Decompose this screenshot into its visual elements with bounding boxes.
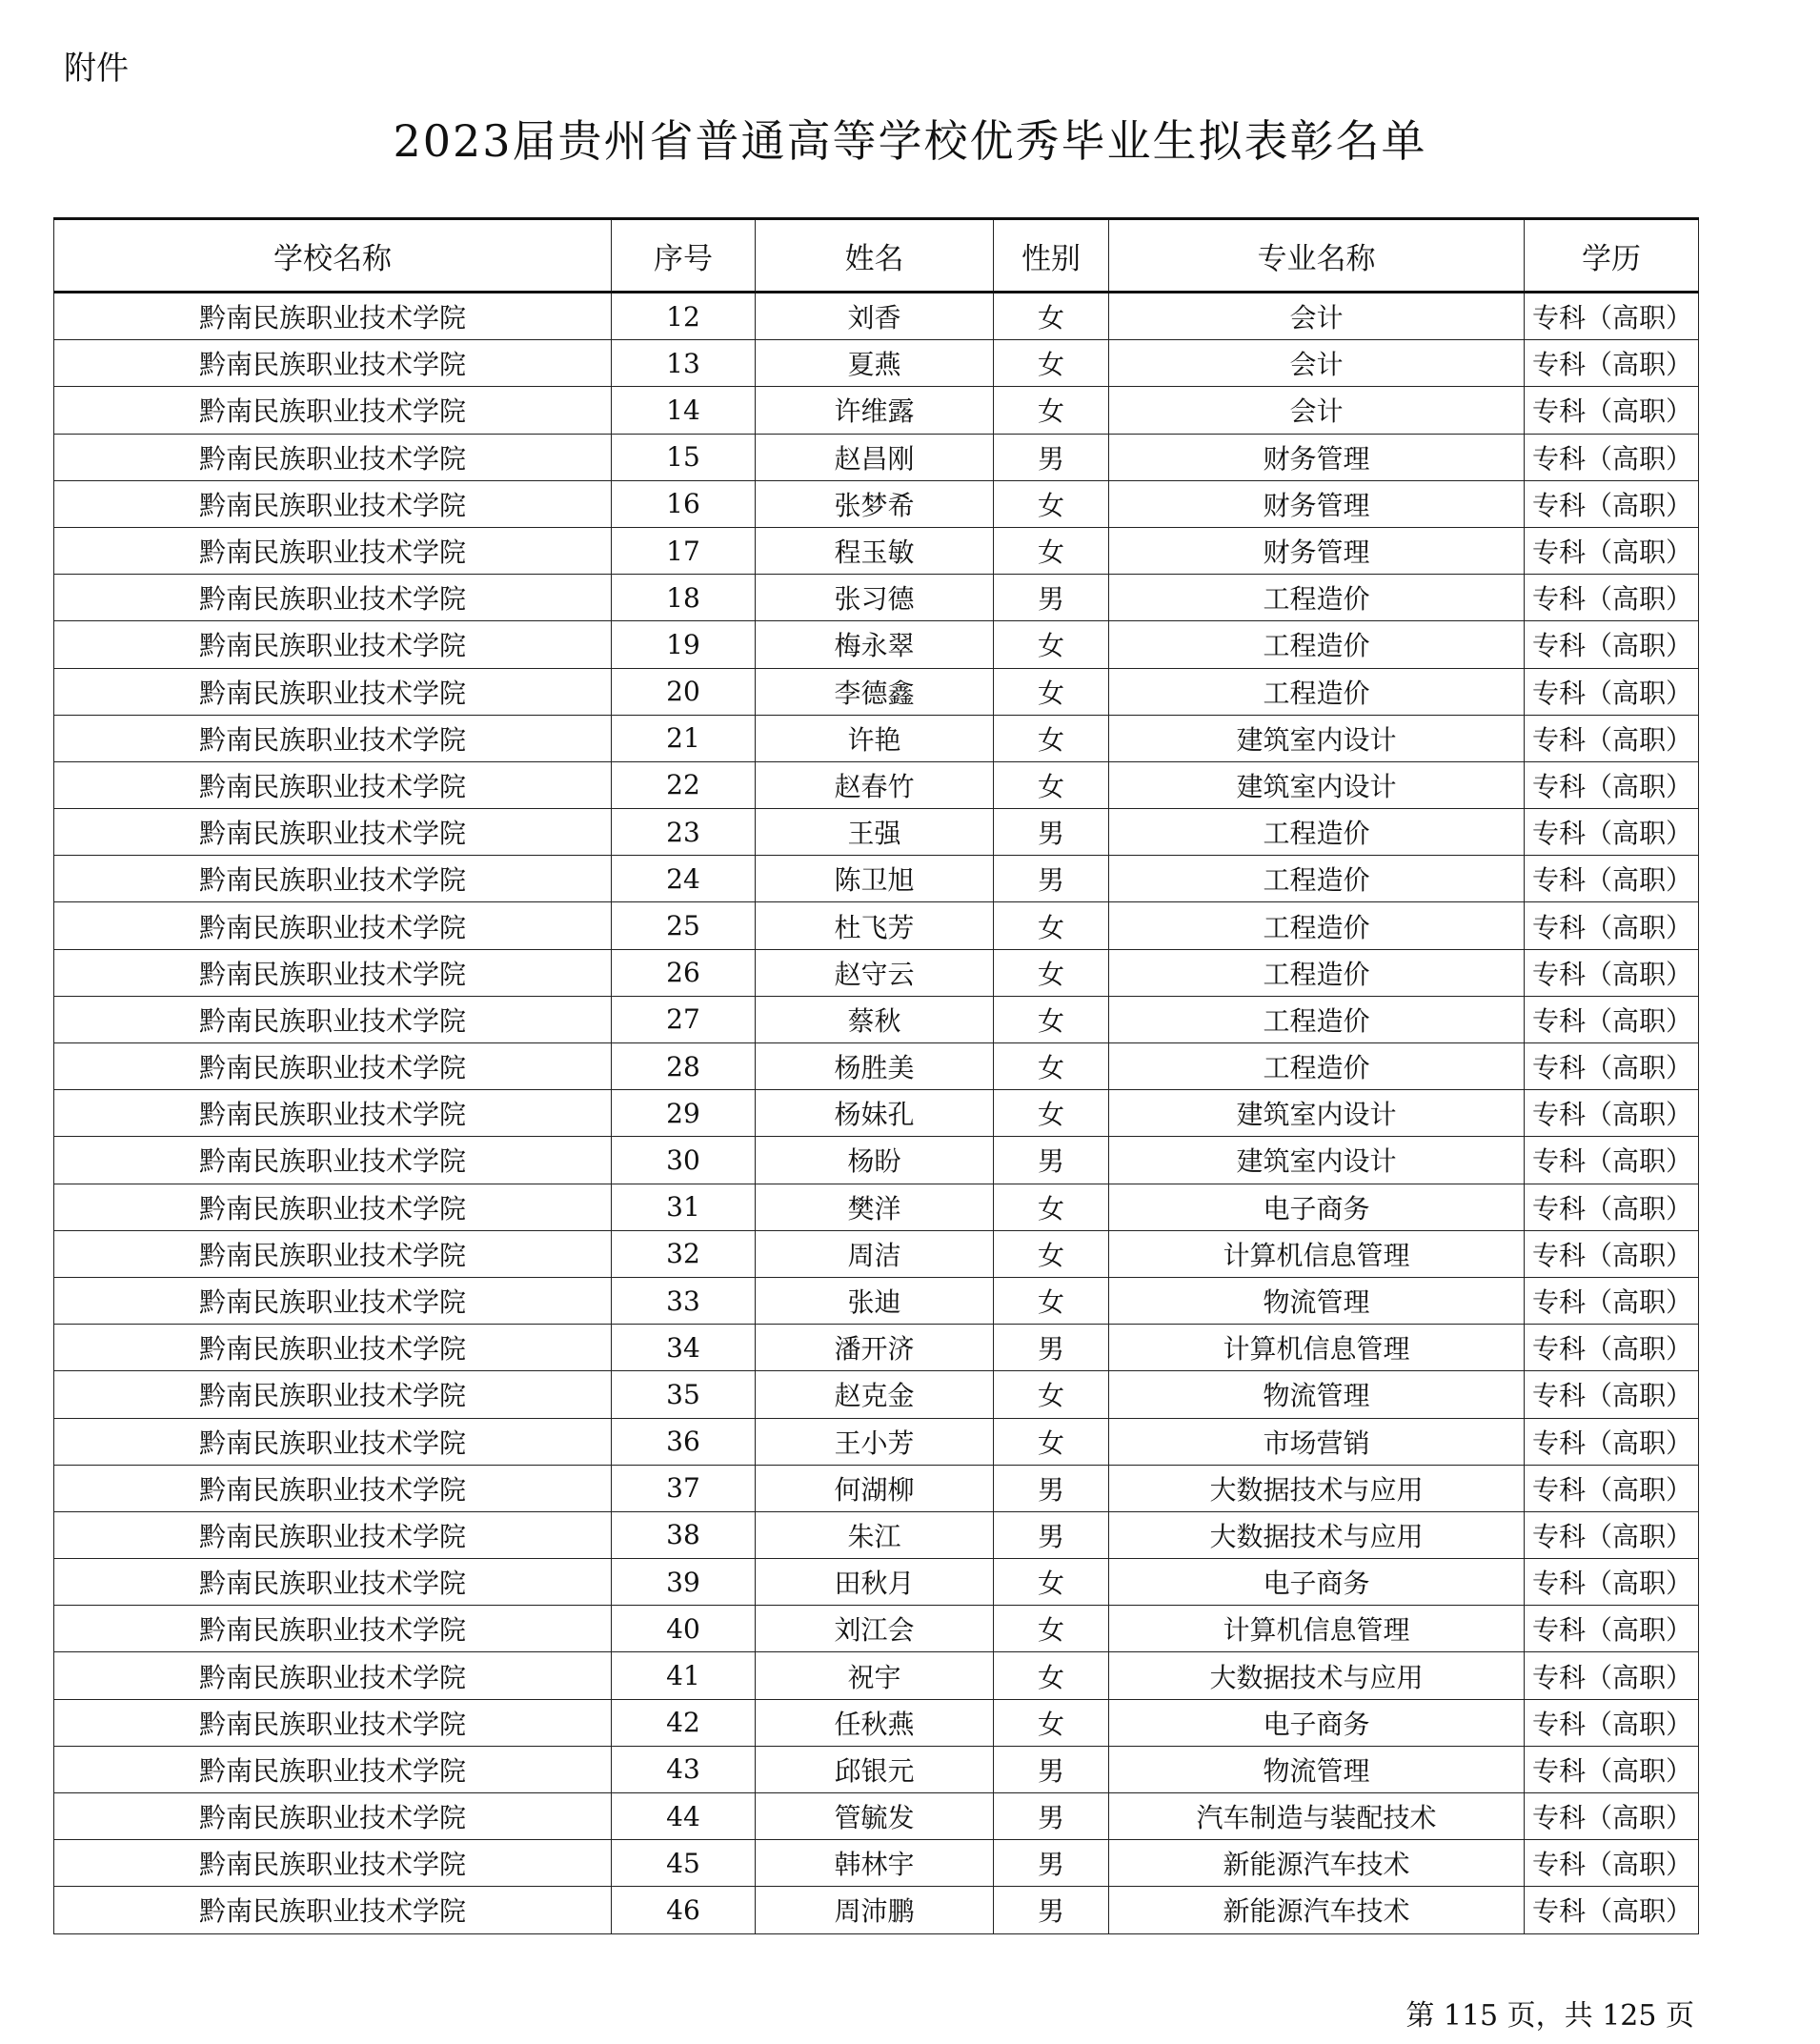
cell-major: 建筑室内设计 — [1109, 715, 1525, 761]
cell-degree: 专科（高职） — [1525, 902, 1699, 949]
table-row — [54, 1793, 1699, 1840]
table-row — [54, 387, 1699, 434]
cell-name: 李德鑫 — [756, 668, 994, 715]
cell-degree: 专科（高职） — [1525, 1840, 1699, 1887]
cell-school: 黔南民族职业技术学院 — [54, 1371, 612, 1418]
cell-name: 管毓发 — [756, 1793, 994, 1840]
cell-school: 黔南民族职业技术学院 — [54, 434, 612, 480]
cell-name: 祝宇 — [756, 1652, 994, 1699]
table-row — [54, 1559, 1699, 1606]
cell-gender: 男 — [994, 809, 1109, 856]
cell-seq: 35 — [612, 1371, 756, 1418]
cell-name: 杨盼 — [756, 1137, 994, 1184]
cell-degree: 专科（高职） — [1525, 1277, 1699, 1324]
cell-gender: 男 — [994, 1465, 1109, 1511]
cell-name: 许艳 — [756, 715, 994, 761]
cell-major: 工程造价 — [1109, 1043, 1525, 1090]
cell-school: 黔南民族职业技术学院 — [54, 1043, 612, 1090]
cell-seq: 34 — [612, 1325, 756, 1371]
cell-name: 杨胜美 — [756, 1043, 994, 1090]
cell-seq: 24 — [612, 856, 756, 902]
cell-school: 黔南民族职业技术学院 — [54, 856, 612, 902]
cell-degree: 专科（高职） — [1525, 1887, 1699, 1933]
cell-seq: 38 — [612, 1511, 756, 1558]
cell-school: 黔南民族职业技术学院 — [54, 1277, 612, 1324]
cell-degree: 专科（高职） — [1525, 1699, 1699, 1746]
cell-name: 何湖柳 — [756, 1465, 994, 1511]
cell-seq: 37 — [612, 1465, 756, 1511]
table-row — [54, 1418, 1699, 1465]
cell-gender: 男 — [994, 1137, 1109, 1184]
cell-major: 会计 — [1109, 293, 1525, 340]
cell-major: 建筑室内设计 — [1109, 1137, 1525, 1184]
cell-seq: 41 — [612, 1652, 756, 1699]
cell-seq: 20 — [612, 668, 756, 715]
cell-seq: 31 — [612, 1184, 756, 1230]
cell-major: 计算机信息管理 — [1109, 1230, 1525, 1277]
cell-name: 韩林宇 — [756, 1840, 994, 1887]
cell-gender: 男 — [994, 1511, 1109, 1558]
cell-degree: 专科（高职） — [1525, 1325, 1699, 1371]
table-row — [54, 996, 1699, 1042]
cell-gender: 女 — [994, 1418, 1109, 1465]
table-body — [54, 293, 1699, 1934]
cell-degree: 专科（高职） — [1525, 434, 1699, 480]
cell-major: 工程造价 — [1109, 575, 1525, 621]
table-row — [54, 1325, 1699, 1371]
cell-school: 黔南民族职业技术学院 — [54, 996, 612, 1042]
cell-degree: 专科（高职） — [1525, 1511, 1699, 1558]
column-header-major: 专业名称 — [1109, 219, 1525, 293]
cell-seq: 15 — [612, 434, 756, 480]
table-row — [54, 902, 1699, 949]
cell-gender: 女 — [994, 761, 1109, 808]
table-row — [54, 1043, 1699, 1090]
cell-seq: 29 — [612, 1090, 756, 1137]
cell-school: 黔南民族职业技术学院 — [54, 1746, 612, 1792]
table-row — [54, 527, 1699, 574]
cell-seq: 32 — [612, 1230, 756, 1277]
honoree-table — [53, 217, 1699, 1934]
cell-name: 夏燕 — [756, 340, 994, 387]
cell-major: 财务管理 — [1109, 527, 1525, 574]
cell-name: 杜飞芳 — [756, 902, 994, 949]
cell-seq: 40 — [612, 1606, 756, 1652]
cell-seq: 45 — [612, 1840, 756, 1887]
table-row — [54, 949, 1699, 996]
cell-degree: 专科（高职） — [1525, 761, 1699, 808]
cell-school: 黔南民族职业技术学院 — [54, 668, 612, 715]
cell-school: 黔南民族职业技术学院 — [54, 527, 612, 574]
page-number: 第 115 页，共 125 页 — [1405, 1999, 1694, 2033]
cell-name: 樊洋 — [756, 1184, 994, 1230]
cell-gender: 男 — [994, 1793, 1109, 1840]
cell-major: 物流管理 — [1109, 1277, 1525, 1324]
table-row — [54, 1090, 1699, 1137]
cell-school: 黔南民族职业技术学院 — [54, 715, 612, 761]
cell-major: 工程造价 — [1109, 668, 1525, 715]
cell-school: 黔南民族职业技术学院 — [54, 1887, 612, 1933]
cell-degree: 专科（高职） — [1525, 527, 1699, 574]
cell-degree: 专科（高职） — [1525, 1559, 1699, 1606]
cell-name: 杨妹孔 — [756, 1090, 994, 1137]
cell-school: 黔南民族职业技术学院 — [54, 1090, 612, 1137]
cell-gender: 男 — [994, 434, 1109, 480]
cell-school: 黔南民族职业技术学院 — [54, 1184, 612, 1230]
cell-school: 黔南民族职业技术学院 — [54, 1418, 612, 1465]
cell-major: 电子商务 — [1109, 1184, 1525, 1230]
cell-name: 蔡秋 — [756, 996, 994, 1042]
cell-name: 赵克金 — [756, 1371, 994, 1418]
cell-degree: 专科（高职） — [1525, 621, 1699, 668]
cell-school: 黔南民族职业技术学院 — [54, 1652, 612, 1699]
cell-name: 邱银元 — [756, 1746, 994, 1792]
column-header-seq: 序号 — [612, 219, 756, 293]
table-row — [54, 340, 1699, 387]
cell-degree: 专科（高职） — [1525, 1043, 1699, 1090]
cell-seq: 27 — [612, 996, 756, 1042]
table-header-row — [54, 219, 1699, 293]
cell-major: 大数据技术与应用 — [1109, 1511, 1525, 1558]
cell-name: 王强 — [756, 809, 994, 856]
cell-name: 张梦希 — [756, 480, 994, 527]
cell-degree: 专科（高职） — [1525, 387, 1699, 434]
table-row — [54, 761, 1699, 808]
cell-major: 电子商务 — [1109, 1699, 1525, 1746]
cell-school: 黔南民族职业技术学院 — [54, 1465, 612, 1511]
cell-seq: 30 — [612, 1137, 756, 1184]
cell-seq: 43 — [612, 1746, 756, 1792]
cell-school: 黔南民族职业技术学院 — [54, 340, 612, 387]
cell-gender: 女 — [994, 715, 1109, 761]
cell-gender: 女 — [994, 480, 1109, 527]
cell-school: 黔南民族职业技术学院 — [54, 1559, 612, 1606]
cell-school: 黔南民族职业技术学院 — [54, 761, 612, 808]
cell-school: 黔南民族职业技术学院 — [54, 1230, 612, 1277]
column-header-school: 学校名称 — [54, 219, 612, 293]
cell-major: 建筑室内设计 — [1109, 761, 1525, 808]
table-row — [54, 293, 1699, 340]
cell-gender: 女 — [994, 293, 1109, 340]
table-row — [54, 809, 1699, 856]
cell-gender: 女 — [994, 949, 1109, 996]
cell-gender: 男 — [994, 575, 1109, 621]
cell-school: 黔南民族职业技术学院 — [54, 575, 612, 621]
cell-degree: 专科（高职） — [1525, 293, 1699, 340]
cell-name: 程玉敏 — [756, 527, 994, 574]
cell-degree: 专科（高职） — [1525, 1230, 1699, 1277]
cell-major: 大数据技术与应用 — [1109, 1465, 1525, 1511]
cell-degree: 专科（高职） — [1525, 856, 1699, 902]
table-row — [54, 1746, 1699, 1792]
cell-major: 新能源汽车技术 — [1109, 1840, 1525, 1887]
cell-seq: 36 — [612, 1418, 756, 1465]
table-row — [54, 1230, 1699, 1277]
table-row — [54, 1606, 1699, 1652]
cell-major: 计算机信息管理 — [1109, 1606, 1525, 1652]
cell-school: 黔南民族职业技术学院 — [54, 1840, 612, 1887]
cell-seq: 42 — [612, 1699, 756, 1746]
cell-name: 周沛鹏 — [756, 1887, 994, 1933]
cell-major: 会计 — [1109, 387, 1525, 434]
cell-gender: 女 — [994, 1230, 1109, 1277]
cell-degree: 专科（高职） — [1525, 1371, 1699, 1418]
cell-degree: 专科（高职） — [1525, 1418, 1699, 1465]
cell-major: 建筑室内设计 — [1109, 1090, 1525, 1137]
cell-degree: 专科（高职） — [1525, 575, 1699, 621]
cell-seq: 18 — [612, 575, 756, 621]
cell-gender: 女 — [994, 1606, 1109, 1652]
cell-gender: 女 — [994, 387, 1109, 434]
column-header-name: 姓名 — [756, 219, 994, 293]
cell-degree: 专科（高职） — [1525, 1793, 1699, 1840]
table-row — [54, 1699, 1699, 1746]
cell-seq: 17 — [612, 527, 756, 574]
cell-degree: 专科（高职） — [1525, 1184, 1699, 1230]
cell-name: 刘香 — [756, 293, 994, 340]
cell-name: 赵守云 — [756, 949, 994, 996]
cell-seq: 13 — [612, 340, 756, 387]
cell-school: 黔南民族职业技术学院 — [54, 621, 612, 668]
cell-major: 电子商务 — [1109, 1559, 1525, 1606]
cell-school: 黔南民族职业技术学院 — [54, 949, 612, 996]
table-row — [54, 1184, 1699, 1230]
cell-major: 工程造价 — [1109, 809, 1525, 856]
table-row — [54, 1652, 1699, 1699]
cell-major: 汽车制造与装配技术 — [1109, 1793, 1525, 1840]
cell-degree: 专科（高职） — [1525, 1606, 1699, 1652]
cell-gender: 男 — [994, 1325, 1109, 1371]
cell-degree: 专科（高职） — [1525, 1652, 1699, 1699]
cell-major: 新能源汽车技术 — [1109, 1887, 1525, 1933]
cell-degree: 专科（高职） — [1525, 949, 1699, 996]
cell-major: 财务管理 — [1109, 434, 1525, 480]
cell-gender: 女 — [994, 1184, 1109, 1230]
cell-gender: 女 — [994, 1652, 1109, 1699]
cell-name: 陈卫旭 — [756, 856, 994, 902]
column-header-gender: 性别 — [994, 219, 1109, 293]
table-row — [54, 668, 1699, 715]
cell-gender: 女 — [994, 1043, 1109, 1090]
cell-seq: 22 — [612, 761, 756, 808]
table-row — [54, 1277, 1699, 1324]
table-row — [54, 1511, 1699, 1558]
cell-degree: 专科（高职） — [1525, 809, 1699, 856]
cell-major: 工程造价 — [1109, 949, 1525, 996]
cell-school: 黔南民族职业技术学院 — [54, 902, 612, 949]
cell-degree: 专科（高职） — [1525, 480, 1699, 527]
table-row — [54, 575, 1699, 621]
cell-name: 刘江会 — [756, 1606, 994, 1652]
cell-gender: 女 — [994, 1371, 1109, 1418]
cell-gender: 女 — [994, 1559, 1109, 1606]
table-row — [54, 480, 1699, 527]
cell-major: 财务管理 — [1109, 480, 1525, 527]
cell-degree: 专科（高职） — [1525, 668, 1699, 715]
cell-gender: 女 — [994, 668, 1109, 715]
cell-gender: 女 — [994, 1699, 1109, 1746]
cell-seq: 33 — [612, 1277, 756, 1324]
cell-name: 赵春竹 — [756, 761, 994, 808]
cell-major: 工程造价 — [1109, 902, 1525, 949]
cell-seq: 16 — [612, 480, 756, 527]
table-row — [54, 715, 1699, 761]
cell-major: 计算机信息管理 — [1109, 1325, 1525, 1371]
cell-name: 任秋燕 — [756, 1699, 994, 1746]
column-header-degree: 学历 — [1525, 219, 1699, 293]
cell-name: 张迪 — [756, 1277, 994, 1324]
cell-school: 黔南民族职业技术学院 — [54, 1793, 612, 1840]
cell-name: 赵昌刚 — [756, 434, 994, 480]
cell-major: 会计 — [1109, 340, 1525, 387]
cell-gender: 男 — [994, 856, 1109, 902]
cell-degree: 专科（高职） — [1525, 715, 1699, 761]
cell-major: 物流管理 — [1109, 1746, 1525, 1792]
cell-degree: 专科（高职） — [1525, 996, 1699, 1042]
cell-name: 周洁 — [756, 1230, 994, 1277]
cell-major: 大数据技术与应用 — [1109, 1652, 1525, 1699]
cell-major: 工程造价 — [1109, 856, 1525, 902]
cell-name: 王小芳 — [756, 1418, 994, 1465]
cell-seq: 21 — [612, 715, 756, 761]
document-title: 2023届贵州省普通高等学校优秀毕业生拟表彰名单 — [393, 115, 1427, 167]
cell-school: 黔南民族职业技术学院 — [54, 293, 612, 340]
cell-major: 市场营销 — [1109, 1418, 1525, 1465]
cell-seq: 14 — [612, 387, 756, 434]
cell-gender: 男 — [994, 1887, 1109, 1933]
table-row — [54, 1371, 1699, 1418]
cell-school: 黔南民族职业技术学院 — [54, 1137, 612, 1184]
table-row — [54, 434, 1699, 480]
cell-name: 田秋月 — [756, 1559, 994, 1606]
table-row — [54, 1465, 1699, 1511]
cell-degree: 专科（高职） — [1525, 1090, 1699, 1137]
cell-name: 许维露 — [756, 387, 994, 434]
cell-school: 黔南民族职业技术学院 — [54, 1699, 612, 1746]
cell-seq: 23 — [612, 809, 756, 856]
cell-major: 物流管理 — [1109, 1371, 1525, 1418]
table-row — [54, 856, 1699, 902]
cell-name: 朱江 — [756, 1511, 994, 1558]
table-row — [54, 1137, 1699, 1184]
table-row — [54, 1887, 1699, 1933]
cell-school: 黔南民族职业技术学院 — [54, 480, 612, 527]
cell-gender: 男 — [994, 1840, 1109, 1887]
cell-degree: 专科（高职） — [1525, 1746, 1699, 1792]
cell-seq: 39 — [612, 1559, 756, 1606]
cell-gender: 女 — [994, 996, 1109, 1042]
cell-school: 黔南民族职业技术学院 — [54, 1511, 612, 1558]
cell-gender: 女 — [994, 1090, 1109, 1137]
cell-seq: 12 — [612, 293, 756, 340]
cell-gender: 女 — [994, 621, 1109, 668]
cell-gender: 女 — [994, 527, 1109, 574]
cell-seq: 26 — [612, 949, 756, 996]
cell-degree: 专科（高职） — [1525, 1465, 1699, 1511]
attachment-label: 附件 — [64, 50, 129, 88]
cell-seq: 19 — [612, 621, 756, 668]
cell-seq: 44 — [612, 1793, 756, 1840]
cell-school: 黔南民族职业技术学院 — [54, 1606, 612, 1652]
cell-name: 梅永翠 — [756, 621, 994, 668]
cell-gender: 女 — [994, 340, 1109, 387]
cell-school: 黔南民族职业技术学院 — [54, 809, 612, 856]
cell-seq: 25 — [612, 902, 756, 949]
cell-seq: 46 — [612, 1887, 756, 1933]
cell-gender: 女 — [994, 902, 1109, 949]
cell-major: 工程造价 — [1109, 621, 1525, 668]
cell-gender: 女 — [994, 1277, 1109, 1324]
cell-school: 黔南民族职业技术学院 — [54, 387, 612, 434]
cell-name: 潘开济 — [756, 1325, 994, 1371]
cell-school: 黔南民族职业技术学院 — [54, 1325, 612, 1371]
table-row — [54, 621, 1699, 668]
cell-gender: 男 — [994, 1746, 1109, 1792]
table-row — [54, 1840, 1699, 1887]
cell-degree: 专科（高职） — [1525, 340, 1699, 387]
cell-degree: 专科（高职） — [1525, 1137, 1699, 1184]
cell-name: 张习德 — [756, 575, 994, 621]
cell-major: 工程造价 — [1109, 996, 1525, 1042]
cell-seq: 28 — [612, 1043, 756, 1090]
